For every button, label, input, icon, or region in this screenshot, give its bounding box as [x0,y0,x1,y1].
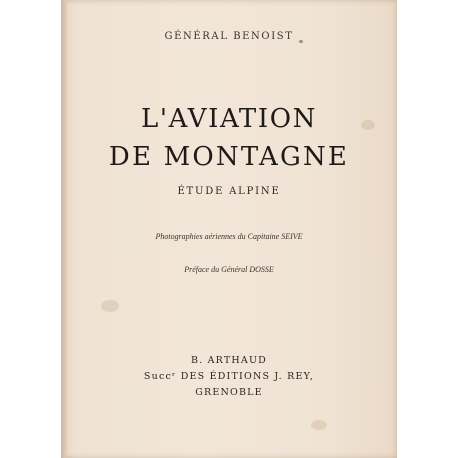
publisher-city: GRENOBLE [195,387,263,398]
publisher-successor: Succʳ DES ÉDITIONS J. REY, [143,371,315,382]
foxing-spot [311,420,327,430]
book-title-line-2: DE MONTAGNE [108,142,350,172]
photo-credit: Photographies aériennes du Capitaine SEIVE [155,232,303,241]
book-subtitle: ÉTUDE ALPINE [177,186,281,197]
book-title-line-1: L'AVIATION [141,104,317,134]
book-cover [61,0,397,458]
publisher-name: B. ARTHAUD [191,355,267,366]
author-name: GÉNÉRAL BENOIST [164,31,294,42]
preface-credit: Préface du Général DOSSE [184,265,274,274]
foxing-spot [101,300,119,312]
